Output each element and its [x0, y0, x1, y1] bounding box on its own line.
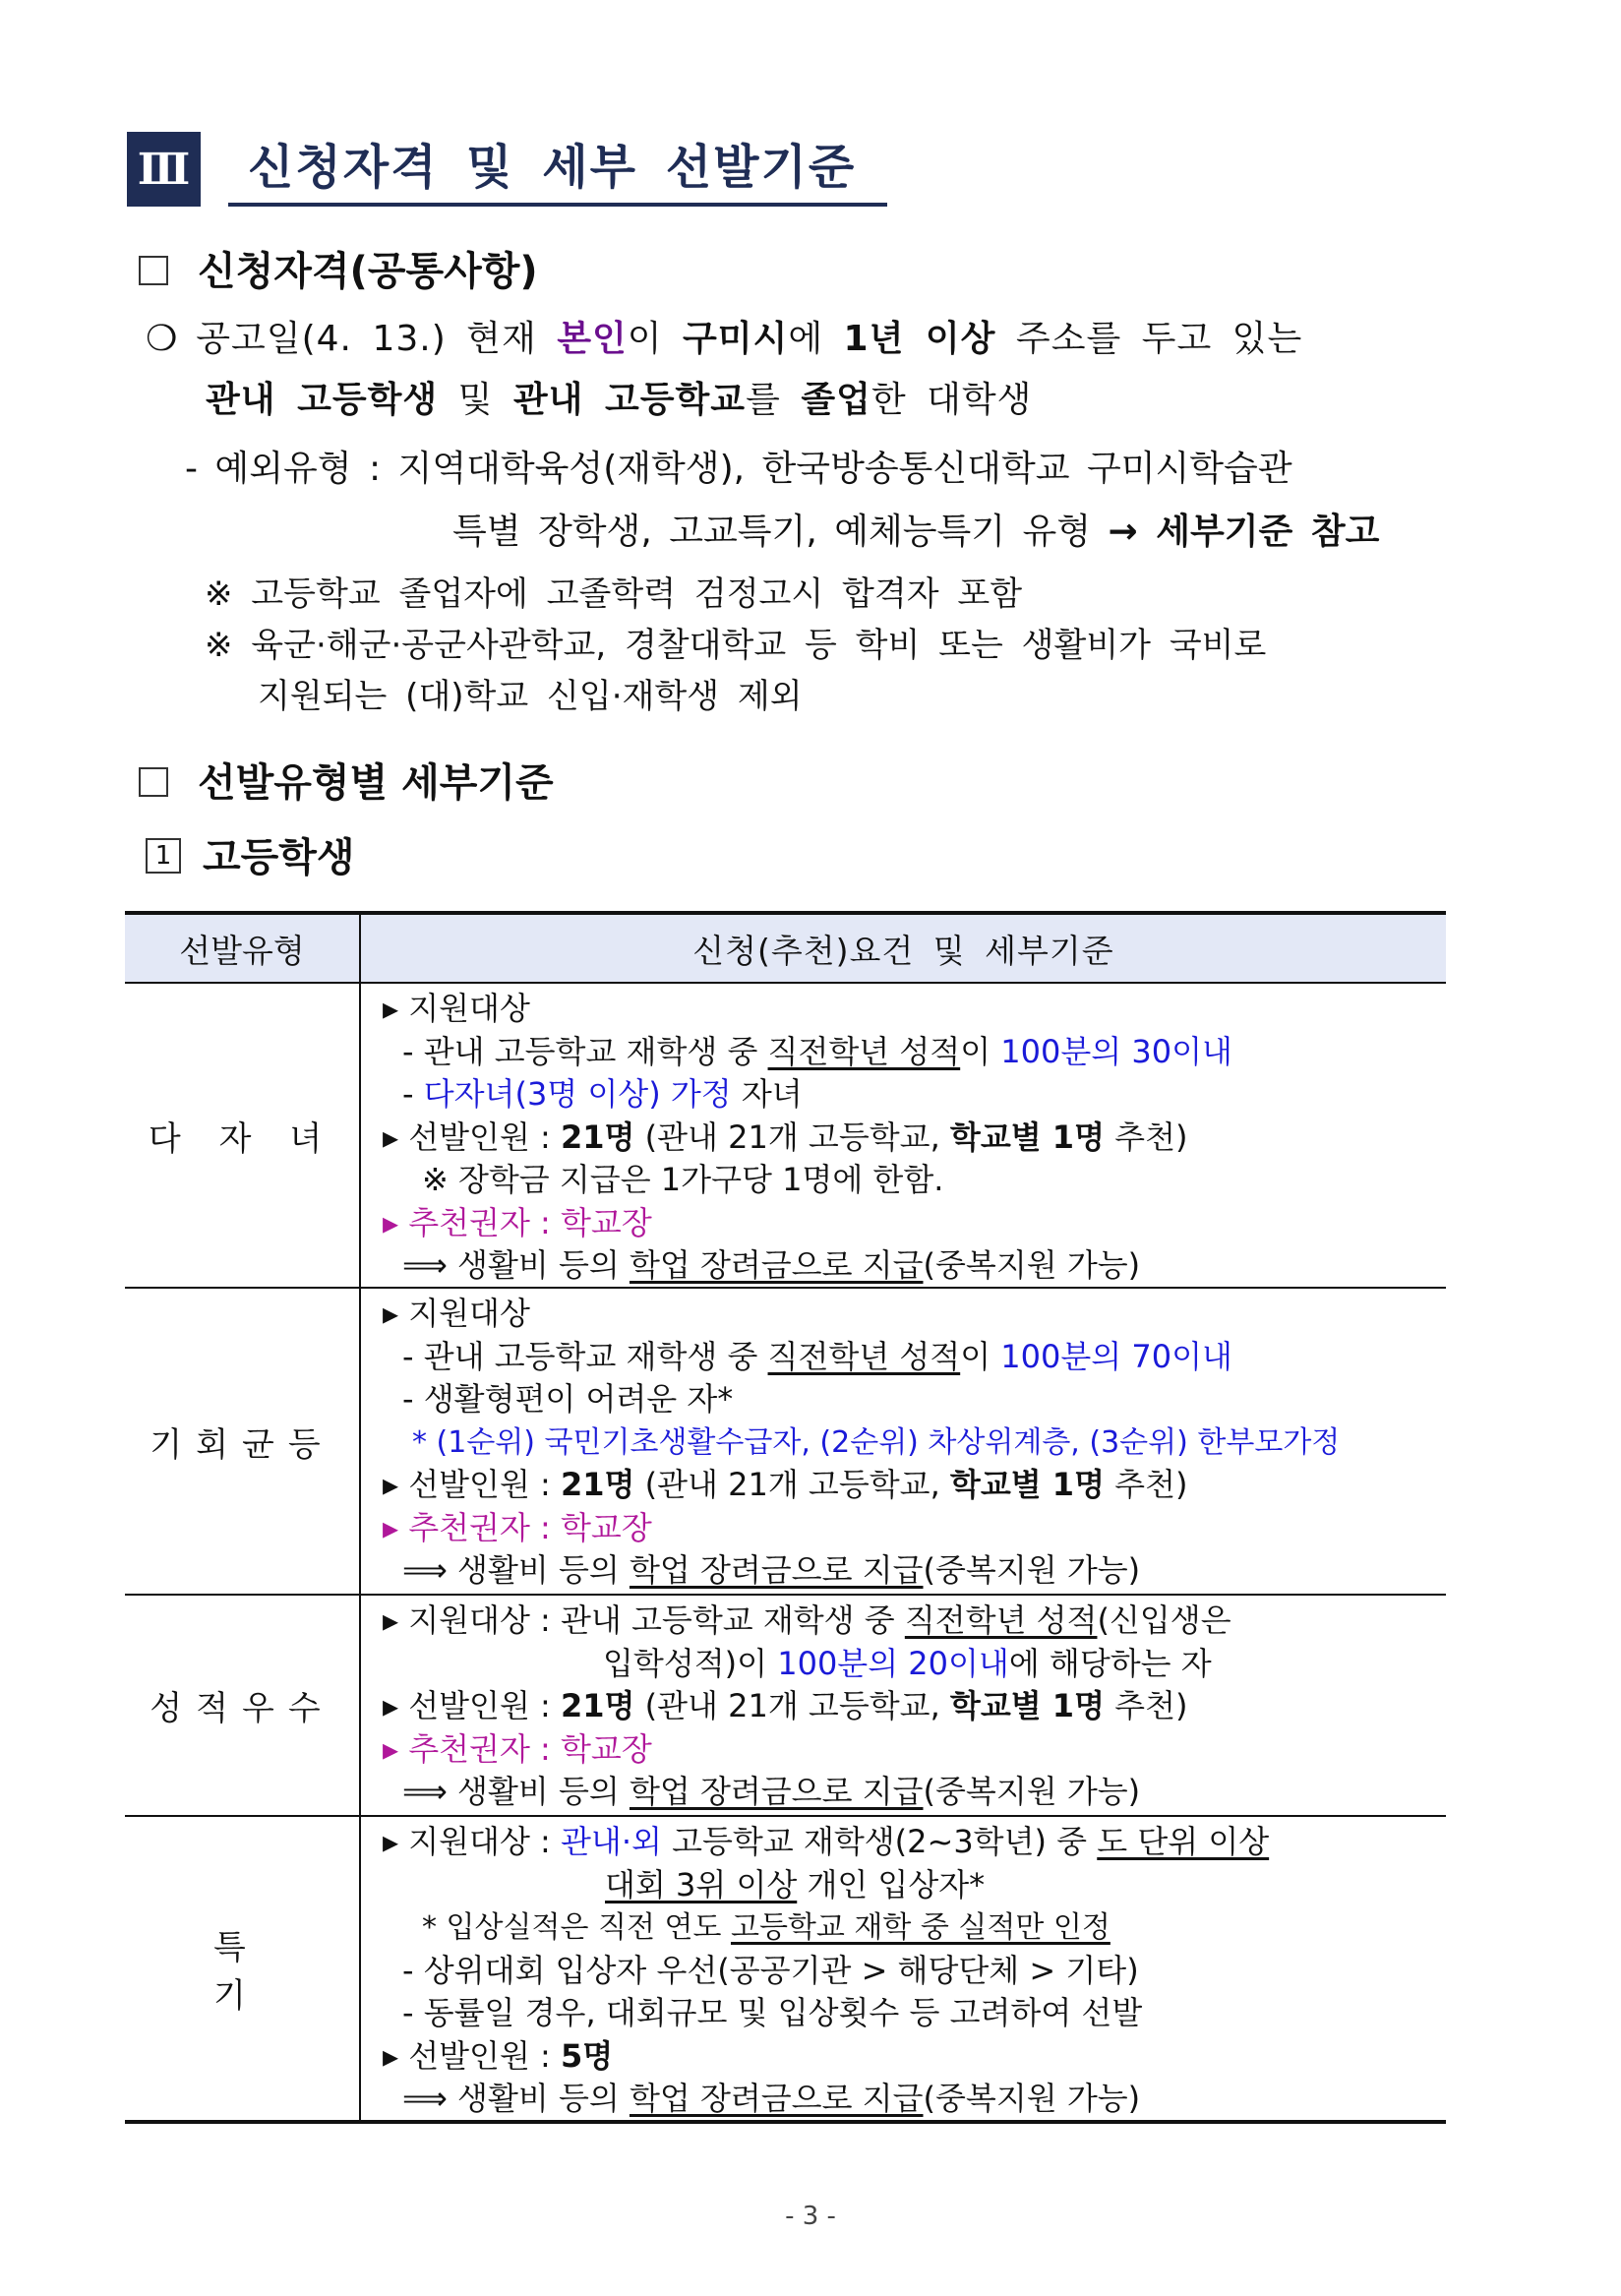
- row-line: [383, 1244, 1446, 1288]
- row-line: [383, 1685, 1446, 1728]
- qualification-line-1: [146, 311, 1302, 361]
- row-line: [383, 1117, 1446, 1160]
- row-line: [383, 2078, 1446, 2121]
- row-line: [383, 1643, 1446, 1686]
- row-type: 성적우수: [125, 1596, 361, 1815]
- text: (중복지원 가능): [923, 1551, 1141, 1589]
- row-line: ▸ 추천권자 : 학교장: [383, 1203, 652, 1241]
- underlined-text: 학업 장려금으로 지급: [629, 1246, 924, 1284]
- text: ▸ 지원대상 :: [383, 1823, 562, 1860]
- row-line: - 동률일 경우, 대회규모 및 입상횟수 등 고려하여 선발: [402, 1994, 1143, 2031]
- page-number: - 3 -: [785, 2202, 836, 2231]
- text: 추천): [1104, 1118, 1188, 1156]
- text: 이: [627, 319, 683, 359]
- qualification-line-2: [206, 372, 1032, 422]
- section-title: 신청자격 및 세부 선발기준: [228, 132, 887, 207]
- exception-reference: → 세부기준 참고: [1108, 512, 1380, 552]
- note-3: 지원되는 (대)학교 신입·재학생 제외: [258, 677, 803, 716]
- text: 에: [788, 319, 844, 359]
- circle-bullet-icon: ❍: [146, 319, 179, 359]
- exception-line-1: - 예외유형 : 지역대학육성(재학생), 한국방송통신대학교 구미시학습관: [185, 449, 1292, 489]
- row-line: [383, 1073, 1446, 1117]
- row-line: [383, 1464, 1446, 1507]
- row-line: [383, 1336, 1446, 1379]
- row-line: - 상위대회 입상자 우선(공공기관 > 해당단체 > 기타): [402, 1951, 1139, 1989]
- text: ⟹ 생활비 등의: [402, 1551, 630, 1589]
- text: 공고일(4. 13.) 현재: [196, 319, 558, 359]
- bold-text: 21명: [561, 1687, 635, 1724]
- text: ▸ 선발인원 :: [383, 1118, 562, 1156]
- emphasis-duration: 1년 이상: [843, 319, 996, 359]
- row-line: [383, 1600, 1446, 1643]
- bold-text: 학교별 1명: [949, 1687, 1105, 1724]
- bold-text: 학교별 1명: [949, 1466, 1105, 1503]
- text: 에 해당하는 자: [1008, 1644, 1212, 1682]
- text: 추천): [1104, 1687, 1188, 1724]
- text: (중복지원 가능): [923, 1246, 1141, 1284]
- text: 및: [438, 380, 513, 420]
- section-number: Ⅲ: [127, 132, 201, 207]
- sub-number-box: 1: [146, 838, 181, 874]
- row-line: [383, 1031, 1446, 1074]
- text: 고등학교 재학생(2~3학년) 중: [661, 1823, 1098, 1860]
- checkbox-square-icon: [139, 256, 168, 285]
- text: 한 대학생: [871, 380, 1033, 420]
- row-type: 기회균등: [125, 1289, 361, 1594]
- row-line: - 생활형편이 어려운 자*: [402, 1380, 734, 1418]
- highlight-text: 100분의 20이내: [777, 1644, 1009, 1682]
- row-details: [361, 1817, 1446, 2120]
- text: ▸ 선발인원 :: [383, 1466, 562, 1503]
- emphasis-city: 구미시: [682, 319, 789, 359]
- text: * 입상실적은 직전 연도: [422, 1910, 731, 1945]
- row-details: [361, 1289, 1446, 1594]
- emphasis-students: 관내 고등학생: [206, 380, 439, 420]
- note-2: ※ 육군·해군·공군사관학교, 경찰대학교 등 학비 또는 생활비가 국비로: [205, 626, 1267, 665]
- text: 추천): [1104, 1466, 1188, 1503]
- text: ⟹ 생활비 등의: [402, 1773, 630, 1810]
- row-line: * (1순위) 국민기초생활수급자, (2순위) 차상위계층, (3순위) 한부모가정: [412, 1424, 1341, 1460]
- row-line: [383, 1906, 1446, 1950]
- row-line: ▸ 지원대상: [383, 990, 530, 1027]
- row-line: ▸ 추천권자 : 학교장: [383, 1508, 652, 1546]
- underlined-text: 학업 장려금으로 지급: [629, 1551, 924, 1589]
- text: ⟹ 생활비 등의: [402, 1246, 630, 1284]
- row-details: [361, 1596, 1446, 1815]
- table-row: [125, 984, 1446, 1289]
- row-line: [383, 1771, 1446, 1814]
- text: 이: [960, 1337, 1001, 1375]
- note-1: ※ 고등학교 졸업자에 고졸학력 검정고시 합격자 포함: [205, 574, 1023, 614]
- exception-line-2: [452, 504, 1379, 554]
- row-details: [361, 984, 1446, 1287]
- text: ⟹ 생활비 등의: [402, 2080, 630, 2117]
- underlined-text: 대회 3위 이상: [605, 1865, 798, 1903]
- text: (신입생은: [1097, 1601, 1231, 1639]
- emphasis-school: 관내 고등학교: [512, 380, 747, 420]
- row-line: ※ 장학금 지급은 1가구당 1명에 한함.: [422, 1161, 944, 1198]
- checkbox-square-icon: [139, 767, 168, 797]
- highlight-text: 관내·외: [561, 1823, 662, 1860]
- underlined-text: 직전학년 성적: [767, 1337, 961, 1375]
- bold-text: 5명: [561, 2036, 614, 2075]
- text: 자녀: [731, 1075, 803, 1113]
- underlined-text: 고등학교 재학 중 실적만 인정: [730, 1910, 1111, 1945]
- text: - 관내 고등학교 재학생 중: [402, 1337, 768, 1375]
- qualification-heading: 신청자격(공통사항): [198, 249, 538, 294]
- row-line: [383, 1864, 1446, 1907]
- text: - 관내 고등학교 재학생 중: [402, 1032, 768, 1070]
- qualification-heading-row: [139, 240, 538, 296]
- criteria-heading-row: [139, 752, 554, 808]
- criteria-heading: 선발유형별 세부기준: [198, 760, 554, 806]
- text: 특별 장학생, 고교특기, 예체능특기 유형: [452, 512, 1109, 552]
- criteria-table: [125, 911, 1446, 2124]
- text: 입학성적)이: [603, 1644, 778, 1682]
- text: ▸ 선발인원 :: [383, 1687, 562, 1724]
- bold-text: 학교별 1명: [949, 1118, 1105, 1156]
- row-type: 특기: [125, 1817, 361, 2120]
- text: ▸ 선발인원 :: [383, 2036, 562, 2075]
- underlined-text: 학업 장려금으로 지급: [629, 2080, 924, 2117]
- emphasis-graduate: 졸업: [801, 380, 871, 420]
- row-line: ▸ 추천권자 : 학교장: [383, 1729, 652, 1768]
- underlined-text: 직전학년 성적: [904, 1601, 1098, 1639]
- text: ▸ 지원대상 : 관내 고등학교 재학생 중: [383, 1601, 905, 1639]
- underlined-text: 학업 장려금으로 지급: [629, 1773, 924, 1810]
- underlined-text: 직전학년 성적: [767, 1032, 961, 1070]
- highlight-text: 다자녀(3명 이상) 가정: [423, 1075, 732, 1113]
- underlined-text: 도 단위 이상: [1097, 1823, 1270, 1860]
- text: (중복지원 가능): [923, 1773, 1141, 1810]
- highlight-text: 100분의 70이내: [1000, 1337, 1232, 1375]
- text: (관내 21개 고등학교,: [634, 1118, 950, 1156]
- sub-heading-row: [146, 826, 355, 882]
- table-row: [125, 1596, 1446, 1817]
- row-type: 다 자 녀: [125, 984, 361, 1287]
- header-type: 선발유형: [125, 915, 361, 982]
- table-row: [125, 1289, 1446, 1596]
- text: 주소를 두고 있는: [995, 319, 1303, 359]
- text: (중복지원 가능): [923, 2080, 1141, 2117]
- text: -: [402, 1075, 424, 1113]
- text: 이: [960, 1032, 1001, 1070]
- text: (관내 21개 고등학교,: [634, 1466, 950, 1503]
- row-line: ▸ 지원대상: [383, 1295, 530, 1332]
- header-requirements: 신청(추천)요건 및 세부기준: [692, 931, 1114, 970]
- row-line: [383, 1549, 1446, 1593]
- row-line: [383, 1821, 1446, 1864]
- bold-text: 21명: [561, 1466, 635, 1503]
- table-header: [125, 911, 1446, 984]
- emphasis-self: 본인: [557, 319, 628, 359]
- text: 를: [746, 380, 802, 420]
- text: (관내 21개 고등학교,: [634, 1687, 950, 1724]
- row-line: [383, 2035, 1446, 2079]
- text: 개인 입상자*: [797, 1865, 986, 1903]
- table-row: [125, 1817, 1446, 2124]
- bold-text: 21명: [561, 1118, 635, 1156]
- highlight-text: 100분의 30이내: [1000, 1032, 1232, 1070]
- sub-heading: 고등학생: [203, 835, 355, 880]
